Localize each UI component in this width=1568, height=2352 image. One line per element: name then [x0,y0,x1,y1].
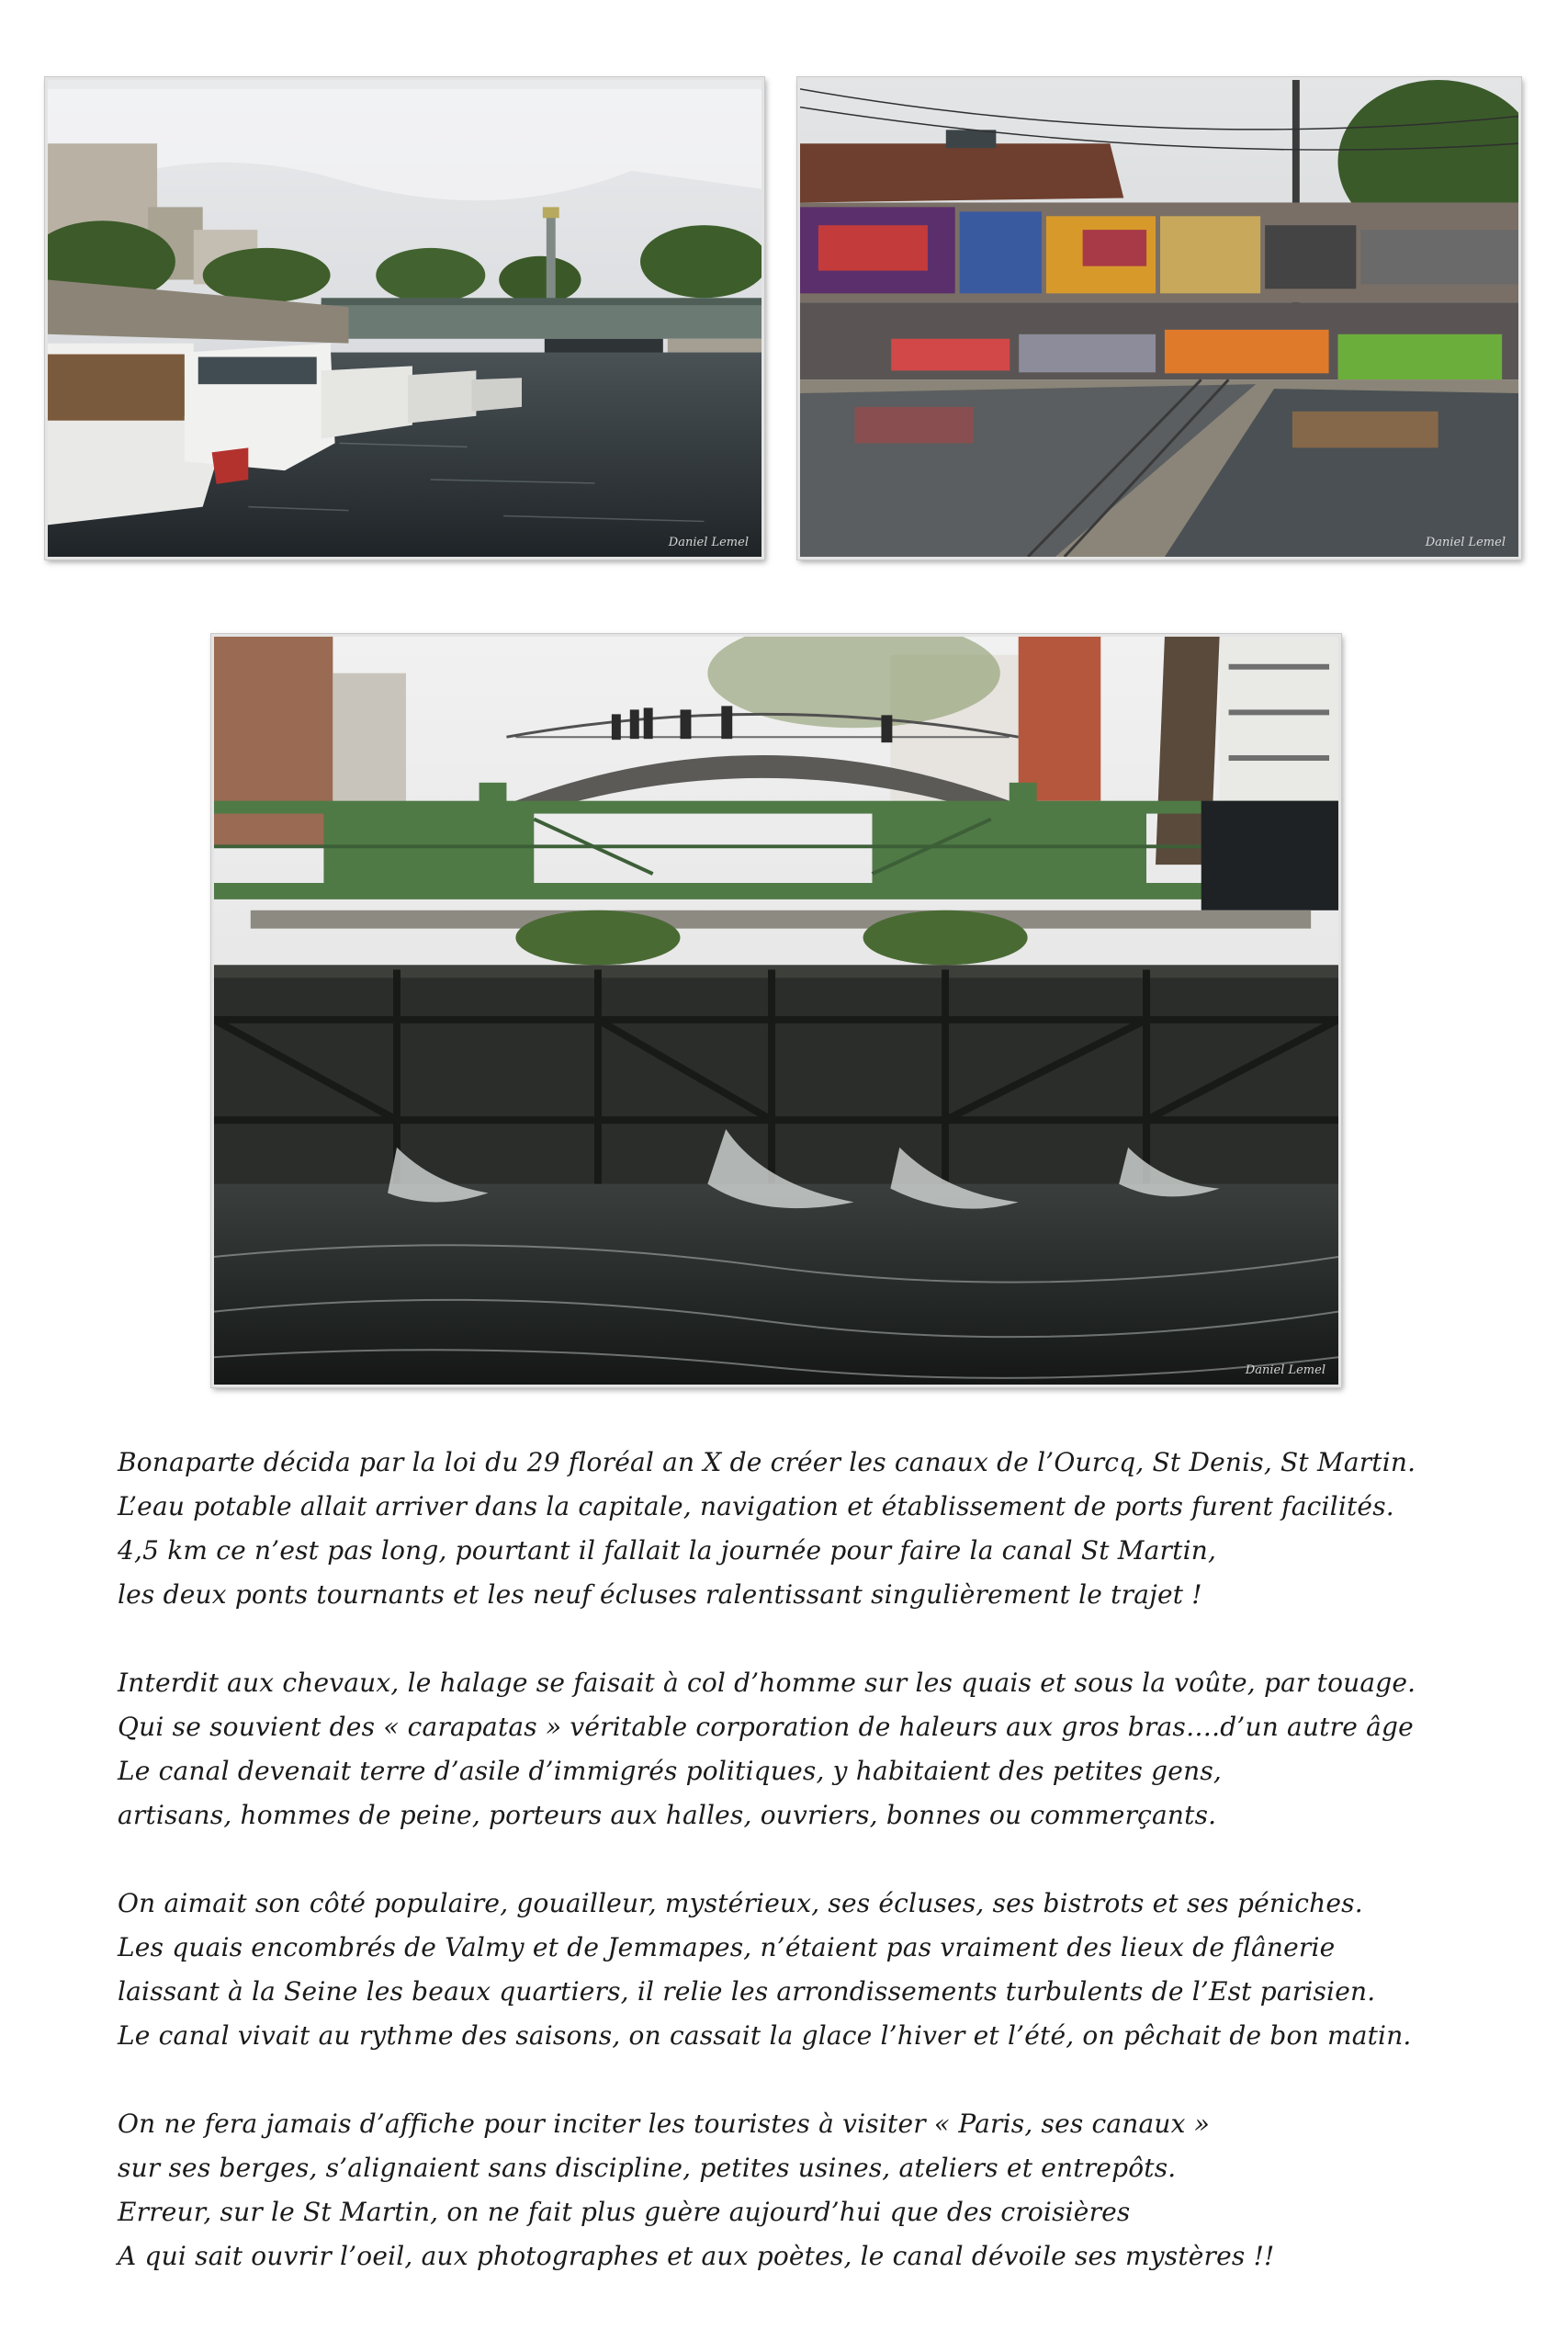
photo-bastille-basin [45,77,764,560]
photo-signature: Daniel Lemel [1425,536,1506,549]
text-line: les deux ponts tournants et les neuf écluses ralentissant singulièrement le trajet ! [118,1579,1202,1610]
text-line: A qui sait ouvrir l’oeil, aux photographes et aux poètes, le canal dévoile ses mystères !! [118,2241,1275,2271]
stanza [118,1882,1477,2058]
text-line: Le canal vivait au rythme des saisons, on cassait la glace l’hiver et l’été, on pêchait de bon matin. [118,2020,1412,2051]
stanza [118,1441,1477,1617]
stanza [118,1661,1477,1838]
canal-text [118,1441,1477,2323]
text-line: On aimait son côté populaire, gouailleur, mystérieux, ses écluses, ses bistrots et ses péniches. [118,1888,1363,1918]
photo-canal-lock [211,634,1341,1387]
text-line: Les quais encombrés de Valmy et de Jemmapes, n’étaient pas vraiment des lieux de flânerie [118,1932,1336,1962]
photo-bastille-basin-image [48,80,761,557]
text-line: Bonaparte décida par la loi du 29 floréal an X de créer les canaux de l’Ourcq, St Denis, St Martin. [118,1447,1416,1477]
photo-signature: Daniel Lemel [668,536,749,549]
text-line: 4,5 km ce n’est pas long, pourtant il fallait la journée pour faire la canal St Martin, [118,1535,1217,1566]
text-line: On ne fera jamais d’affiche pour inciter les touristes à visiter « Paris, ses canaux » [118,2109,1211,2139]
photo-signature: Daniel Lemel [1245,1363,1325,1377]
text-line: Erreur, sur le St Martin, on ne fait plus guère aujourd’hui que des croisières [118,2197,1131,2227]
photo-graffiti-wall-image [800,80,1518,557]
text-line: Interdit aux chevaux, le halage se faisait à col d’homme sur les quais et sous la voûte, par touage. [118,1668,1416,1698]
text-line: laissant à la Seine les beaux quartiers, il relie les arrondissements turbulents de l’Est parisien. [118,1976,1376,2007]
photo-graffiti-wall [797,77,1521,560]
photo-canal-lock-image [214,637,1338,1385]
text-line: Qui se souvient des « carapatas » véritable corporation de haleurs aux gros bras….d’un autre âge [118,1712,1414,1742]
text-line: artisans, hommes de peine, porteurs aux halles, ouvriers, bonnes ou commerçants. [118,1800,1217,1830]
text-line: sur ses berges, s’alignaient sans discipline, petites usines, ateliers et entrepôts. [118,2153,1177,2183]
stanza [118,2102,1477,2278]
text-line: L’eau potable allait arriver dans la capitale, navigation et établissement de ports furent facilités. [118,1491,1394,1521]
text-line: Le canal devenait terre d’asile d’immigrés politiques, y habitaient des petites gens, [118,1756,1222,1786]
